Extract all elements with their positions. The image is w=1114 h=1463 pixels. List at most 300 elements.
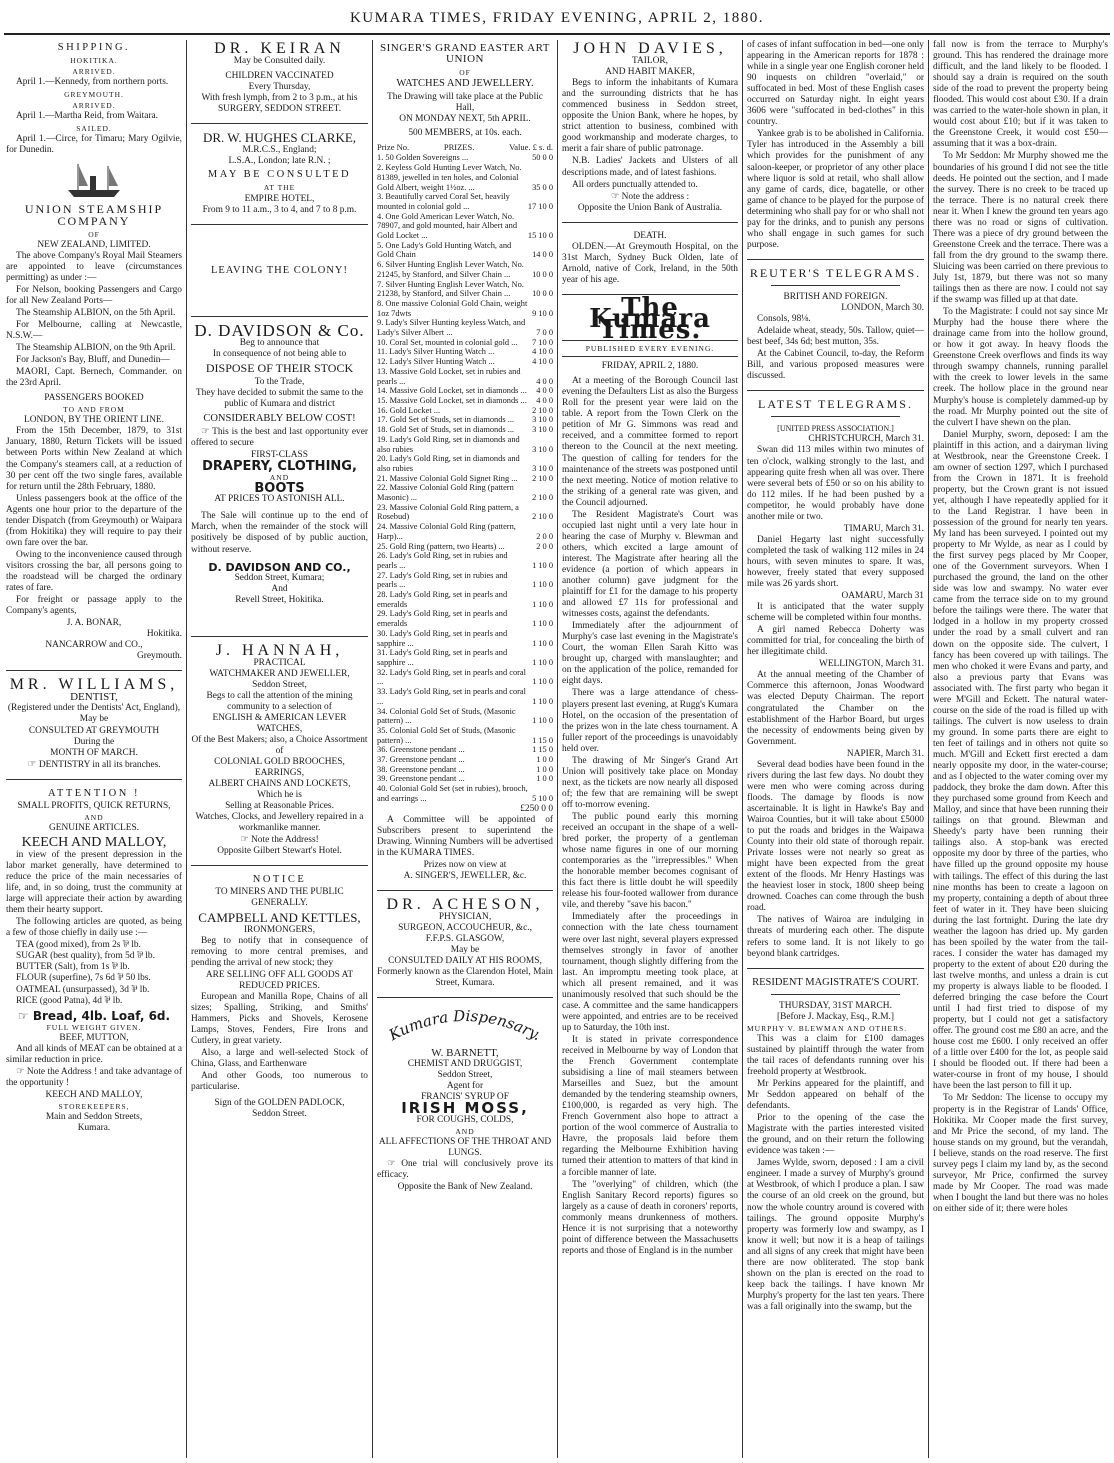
paragraph: Begs to inform the inhabitants of Kumara and the surrounding districts that he has commenced business in Seddon street, opposite the Union Bank, where he hopes, by strict attention to business, combined with good workmanship and moderate charges, to merit a fair share of public patronage.	[562, 78, 738, 155]
paragraph: It is anticipated that the water supply scheme will be completed within four months.	[747, 602, 924, 624]
price-list	[6, 940, 182, 1006]
note	[191, 835, 368, 846]
paragraph: At the Cabinet Council, to-day, the Reform Bill, and various proposed measures were discussed.	[747, 349, 924, 382]
text: Of the Best Makers; also, a Choice Assortment of	[191, 735, 368, 757]
prize-value: 10 0 0	[532, 289, 553, 299]
prize-description: 17. Gold Set of Studs, set in diamonds ...	[377, 415, 515, 425]
prize-value: 7 0 0	[536, 328, 553, 338]
text: May be	[79, 714, 109, 725]
prize-description: 26. Lady's Gold Ring, set in rubies and pearls ...	[377, 551, 508, 570]
paragraph: At the annual meeting of the Chamber of Commerce this afternoon, Jonas Woodward was elected Deputy Chairman. The report congratulated the Chamber on the establishment of the Harbor Board, but urges the necessity of endowments being given by Government.	[747, 670, 924, 747]
text: Prizes now on view at	[423, 859, 507, 870]
port-heading: HOKITIKA.	[70, 56, 118, 66]
acheson-heading: DR. ACHESON,	[386, 895, 544, 913]
dentist-heading: MR. WILLIAMS,	[9, 676, 179, 694]
company-heading: UNION STEAMSHIP COMPANY	[24, 202, 164, 228]
paragraph: For Melbourne, calling at Newcastle, N.S.W.—	[6, 319, 182, 341]
prize-description: 7. Silver Hunting English Lever Watch, No. 21238, by Stanford, and Silver Chain ...	[377, 279, 524, 299]
bread-text: Bread, 4lb. Loaf, 6d.	[32, 1008, 171, 1023]
column-6	[933, 40, 1108, 1458]
prize-description: 35. Colonial Gold Set of Studs, (Masonic pattern) ...	[377, 725, 516, 745]
column-2	[191, 40, 368, 1458]
prize-description: 36. Greenstone pendant ...	[377, 745, 465, 755]
text: Kumara.	[77, 1123, 111, 1134]
prize-value: 1 10 0	[532, 657, 553, 667]
prize-row	[377, 483, 553, 502]
text: CONSULTED DAILY AT HIS ROOMS,	[388, 956, 542, 967]
prize-description: 13. Massive Gold Locket, set in rubies and pearls ...	[377, 366, 521, 386]
text: SMALL PROFITS, QUICK RETURNS,	[17, 800, 171, 811]
dateline: OAMARU, March 31	[841, 591, 924, 602]
paragraph: A Committee will be appointed of Subscribers present to superintend the Drawing. Winning Numbers will be advertised in the KUMARA TIMES.	[377, 814, 553, 858]
note-text: Note the address :	[621, 191, 690, 202]
prize-row	[377, 755, 553, 765]
prize-row	[377, 522, 553, 541]
prize-value: 2 0 0	[536, 531, 553, 541]
divider	[6, 670, 182, 671]
divider	[747, 259, 924, 260]
paragraph: Adelaide wheat, steady, 50s. Tallow, quiet—best beef, 34s 6d; best mutton, 35s.	[747, 326, 924, 348]
subheading: PASSENGERS BOOKED	[44, 393, 144, 404]
dateline: LONDON, March 30.	[841, 302, 924, 313]
prize-value: 2 0 0	[536, 541, 553, 551]
text: Opposite the Bank of New Zealand.	[397, 1181, 533, 1192]
prize-row	[377, 590, 553, 609]
pointing-hand-icon: ☞	[17, 1008, 33, 1023]
paragraph: For Nelson, booking Passengers and Cargo for all New Zealand Ports—	[6, 284, 182, 306]
text: ALBERT CHAINS AND LOCKETS,	[208, 779, 351, 790]
text: During the	[73, 736, 115, 747]
prize-value: 3 10 0	[532, 444, 553, 454]
prize-row	[377, 347, 553, 357]
text: Seddon Street, Kumara;	[234, 572, 325, 583]
agent-name: J. A. BONAR,	[66, 618, 122, 629]
prize-description: 2. Keyless Gold Hunting Lever Watch, No. 81389, jewelled in ten holes, and Colonial Gold Albert, weight 1½oz. ...	[377, 163, 522, 192]
prize-row	[377, 415, 553, 425]
paragraph: Consols, 98⅛.	[757, 314, 811, 325]
text: EMPIRE HOTEL,	[244, 193, 315, 204]
prize-value: 4 10 0	[532, 347, 553, 357]
note-text: This is the best and last opportunity ever offered to secure	[191, 427, 368, 449]
paragraph: European and Manilla Rope, Chains of all sizes; Spalling, Striking, and Smiths' Hammers, Picks and Shovels, Kerosene Lamps, Stoves, Fenders, Fire Irons and Cutlery, in great variety.	[191, 992, 368, 1047]
prize-value: 4 10 0	[532, 357, 553, 367]
paragraph: Immediately after the adjournment of Murphy's case last evening in the Magistrate's Court, the woman Ellen Sarah Kitto was brought up, charged with manslaughter; and on the application of the police, remanded for eight days.	[562, 621, 738, 687]
prize-description: 12. Lady's Silver Hunting Watch ...	[377, 357, 495, 367]
text: Revell Street, Hokitika.	[235, 594, 324, 605]
text: And	[271, 583, 288, 594]
column-divider	[372, 40, 373, 1458]
paragraph: The natives of Wairoa are indulging in threats of murdering each other. The dispute refers to some land. It is not likely to go beyond blank cartridges.	[747, 915, 924, 959]
price-item: OATMEAL (unsurpassed), 3d ⅌ lb.	[16, 984, 150, 995]
prize-row	[377, 503, 553, 522]
text: PUBLISHED EVERY EVENING.	[585, 344, 715, 354]
prize-value: 9 10 0	[532, 308, 553, 318]
text: WATCHMAKER AND JEWELLER,	[209, 668, 350, 679]
prize-value: 15 10 0	[527, 231, 553, 241]
prize-row	[377, 551, 553, 570]
paragraph: The Steamship ALBION, on the 5th April.	[16, 307, 176, 318]
text: Seddon Street,	[252, 679, 307, 690]
paragraph: The Resident Magistrate's Court was occupied last night until a very late hour in hearing the case of Murphy v. Blewman and others, which excited a large amount of interest. The Magistrate after hearing all the evidence (a portion of which appears in another column) gave judgment for the plaintiff for £1 for the damage to his property and allowed £7 11s for professional and witnesses costs, against the defendants.	[562, 509, 738, 620]
prize-row	[377, 648, 553, 667]
text: Begs to call the attention of the mining community to a selection of	[206, 690, 353, 712]
price-item: SUGAR (best quality), from 5d ⅌ lb.	[16, 951, 155, 962]
paragraph: And other Goods, too numerous to particularise.	[191, 1071, 368, 1093]
prize-description: 37. Greenstone pendant ...	[377, 755, 465, 765]
paragraph: OLDEN.—At Greymouth Hospital, on the 31st March, Sydney Buck Olden, late of Arnold, native of Cork, Ireland, in the 50th year of his age.	[562, 241, 738, 285]
prize-value: 1 10 0	[532, 677, 553, 687]
prize-value: 1 10 0	[532, 580, 553, 590]
pointing-hand-icon: ☞	[387, 1158, 402, 1169]
paragraph: The public pound early this morning received an occupant in the shape of a well-bred porker, the property of a gentleman whose name figures in one of our morning contemporaries as the "irrepressibles." When the honorable member becomes cognisant of this fact there is little doubt he will speedily release his four-footed wallower from durance vile, and thereby "save his bacon."	[562, 812, 738, 911]
keiran-heading: DR. KEIRAN	[214, 40, 345, 57]
text: TO MINERS AND THE PUBLIC GENERALLY.	[215, 886, 344, 908]
text: [UNITED PRESS ASSOCIATION.]	[777, 424, 894, 434]
paragraph: The above Company's Royal Mail Steamers are appointed to leave (circumstances permitting) as under :—	[6, 250, 182, 283]
text: CONSIDERABLY BELOW COST!	[203, 412, 356, 424]
prize-description: 1. 50 Golden Sovereigns ...	[377, 153, 469, 163]
prize-description: 20. Lady's Gold Ring, set in diamonds and also rubies	[377, 454, 520, 473]
prize-value: 4 0 0	[536, 376, 553, 386]
text: STOREKEEPERS,	[58, 1101, 130, 1111]
text: OF	[88, 229, 100, 239]
column-divider	[742, 40, 743, 1458]
note-text: One trial will conclusively prove its efficacy.	[377, 1158, 553, 1180]
paragraph: N.B. Ladies' Jackets and Ulsters of all descriptions made, and of latest fashions.	[562, 156, 738, 178]
prize-value: 10 0 0	[532, 269, 553, 279]
text: BOOTS	[254, 481, 305, 497]
signature: KEECH AND MALLOY,	[45, 1089, 143, 1100]
agent-place: Hokitika.	[146, 629, 182, 640]
text: AT PRICES TO ASTONISH ALL.	[214, 494, 345, 505]
leaving-heading: LEAVING THE COLONY!	[210, 264, 349, 276]
divider	[747, 968, 924, 969]
paragraph: The Sale will continue up to the end of March, when the remainder of the stock will positively be disposed of by public auction, without reserve.	[191, 511, 368, 555]
prize-description: 15. Massive Gold Locket, set in diamonds ...	[377, 396, 527, 405]
text: Which he is	[257, 790, 302, 801]
shipping-entry: April 1.—Martha Reid, from Waitara.	[16, 111, 159, 122]
singer-heading: SINGER'S GRAND EASTER ART UNION	[380, 42, 550, 66]
paragraph: Unless passengers book at the office of the Agents one hour prior to the departure of the tender Dispatch (from Greymouth) or Waipara (from Hokitika) they will require to pay their own fare over the bar.	[6, 493, 182, 548]
notice-heading: NOTICE	[252, 873, 307, 885]
paragraph: Mr Perkins appeared for the plaintiff, and Mr Seddon appeared on behalf of the defendants.	[747, 1078, 924, 1112]
prize-value: 7 10 0	[532, 337, 553, 347]
prize-description: 9. Lady's Silver Hunting keyless Watch, and Lady's Silver Albert ...	[377, 318, 526, 338]
prize-row	[377, 396, 553, 406]
text: AND	[84, 812, 104, 822]
prize-row	[377, 386, 553, 396]
text: To the Trade,	[254, 376, 305, 387]
text: May be Consulted daily.	[233, 56, 326, 67]
prize-row	[377, 338, 553, 348]
paragraph: This was a claim for £100 damages sustained by plaintiff through the water from the tail races of defendants running over his freehold property at Westbrook.	[747, 1033, 924, 1077]
prize-row	[377, 707, 553, 726]
price-item: RICE (good Patna), 4d ⅌ lb.	[16, 995, 123, 1006]
prize-value: 4 0 0	[536, 386, 553, 396]
masthead-rule	[4, 33, 1110, 35]
note-text: Note the Address ! and take advantage of the opportunity !	[6, 1066, 182, 1088]
text: L.S.A., London; late R.N. ;	[228, 156, 331, 167]
paragraph: And all kinds of MEAT can be obtained at a similar reduction in price.	[6, 1043, 182, 1065]
clarke-heading: DR. W. HUGHES CLARKE,	[202, 130, 357, 146]
text: Beg to announce that	[239, 337, 320, 348]
paragraph: Daniel Murphy, sworn, deposed: I am the plaintiff in this action, and a dairyman living at Westbrook, near the Greenstone Creek. I am owner of section 1297, which I purchased from the Crown in 1871. It is freehold property, but the Crown grant is not issued yet, although I have repeatedly applied for it to the Land Registrar. I have been in possession of the ground for nearly ten years. My land has been surveyed. I pointed out my property to Mr Wylde, as near as I could by the first survey pegs placed by Mr Cooper, one of the Government surveyors. When I purchased the ground, the land on the other side was low and swampy. No water ever came from the terrace side on to my ground before the tailings were there. The water that lodged in a hollow in my property crossed under the road by a small culvert and ran down on the opposite side. The culvert, I fancy has been covered up with tailings. The men who choked it were Evans and party, and also a previous party that Evans was associated with. The first party who began it were M'Gill and Eckett. The natural water-course on the side of the road is filled up with tailings. The culvert is now useless to drain my ground. In some parts there are eight to ten feet of tailings and in others not quite so much. M'Gill and Eckett first erected a dam nearly opposite my door, in the water-course; and as I objected to the water coming over my paddock, they broke the dam down. After this they purchased some ground from Keech and Malloy, and since that have been running their tailings on that ground. Blewman and Sheedy's party have been running their tailings also. A stop-bank was erected opposite my door by three of the parties, who have filled up the ground opposite my house with tailings. The effect of this during the last nine months has been to create a lagoon on my property, containing a depth of about three feet of water in it. They have been sluicing during the last fortnight. During the late dry weather the lagoon has dried up. My garden has been spoiled by the water from the tail-races. I consider the water has damaged my property to the extent of about £20 during the last twelve months, and unless a drain is cut my property is always liable to be flooded. I deferred bringing the case before the Court until I had first tried to dispose of my property, but I could not get a satisfactory offer. The ground cost me £80 an acre, and the house cost me £600. I only received an offer of a little over £400 for the lot, as people said I should be flooded out. If there had been a water-course in front of my house, I should have been the last person to fill it up.	[933, 429, 1108, 1092]
prize-value: 1 10 0	[532, 638, 553, 648]
text: GENUINE ARTICLES.	[48, 822, 140, 833]
prize-value: 1 10 0	[532, 560, 553, 570]
paragraph: The Steamship ALBION, on the 9th April.	[16, 343, 176, 354]
prize-value: 17 10 0	[527, 201, 553, 211]
prize-description: 6. Silver Hunting English Lever Watch, No. 21245, by Stanford, and Silver Chain ...	[377, 260, 524, 279]
divider	[562, 222, 738, 223]
shipping-heading: SHIPPING.	[57, 42, 131, 53]
prize-value: 50 0 0	[532, 153, 553, 163]
divider	[771, 416, 900, 417]
prize-value: 4 0 0	[536, 396, 553, 405]
paragraph: All orders punctually attended to.	[572, 179, 698, 190]
text: THURSDAY, 31ST MARCH.	[779, 1000, 892, 1011]
text: DISPOSE OF THEIR STOCK	[205, 360, 354, 375]
paragraph: Swan did 113 miles within two minutes of ten o'clock, walking strongly to the last, and appearing quite fresh when all was over. There were several bets of £50 or so on his ability to do 112 miles. If he had been pushed by a competitor, he would probably have done another mile or two.	[747, 445, 924, 522]
column-header: Value. £ s. d.	[509, 142, 553, 153]
bread-line	[6, 1008, 182, 1023]
text: FOR COUGHS, COLDS,	[416, 1114, 514, 1125]
text: SURGEON, ACCOUCHEUR, &c.,	[398, 922, 532, 933]
column-header: Prize No.	[377, 142, 410, 153]
text: IRISH MOSS,	[401, 1099, 529, 1118]
prize-value: 2 10 0	[532, 405, 553, 415]
prize-row	[377, 571, 553, 590]
reuter-heading: REUTER'S TELEGRAMS.	[749, 265, 922, 280]
prize-row	[377, 318, 553, 337]
column-4	[562, 40, 738, 1458]
text: CHILDREN VACCINATED	[225, 71, 334, 82]
column-5	[747, 40, 924, 1458]
prize-value: 1 0 0	[536, 774, 553, 784]
keech-heading: KEECH AND MALLOY,	[21, 834, 167, 850]
prize-row	[377, 474, 553, 484]
paragraph: A girl named Rebecca Doherty was committed for trial, for concealing the birth of her illegitimate child.	[747, 625, 924, 658]
text: Main and Seddon Streets,	[45, 1112, 143, 1123]
text: Seddon Street.	[252, 1108, 307, 1119]
prize-description: 27. Lady's Gold Ring, set in rubies and pearls ...	[377, 570, 508, 590]
prize-description: 40. Colonial Gold Set (set in rubies), brooch, and earrings ...	[377, 784, 528, 803]
text: FULL WEIGHT GIVEN.	[46, 1022, 142, 1032]
paragraph: There was a large attendance of chess-players present last evening, at Rugg's Kumara Hotel, on the occasion of the presentation of the prizes won in the late chess tournament. A fuller report of the proceedings is unavoidably held over.	[562, 688, 738, 754]
text: Watches, Clocks, and Jewellery repaired in a workmanlike manner.	[195, 812, 364, 834]
prize-description: 10. Coral Set, mounted in colonial gold ...	[377, 337, 518, 347]
text: TAILOR,	[632, 56, 668, 67]
prize-row	[377, 454, 553, 473]
paragraph: Daniel Hegarty last night successfully completed the task of walking 112 miles in 24 hours, with seven minutes to spare. It was, however, freely stated that every supposed mile was 26 yards short.	[747, 534, 924, 590]
note	[377, 1159, 553, 1181]
divider	[191, 224, 368, 225]
paragraph: MAORI, Capt. Bernech, Commander. on the 23rd April.	[6, 367, 182, 389]
prize-value: 3 10 0	[532, 425, 553, 435]
prize-description: 11. Lady's Silver Hunting Watch ...	[377, 347, 495, 357]
paragraph: To Mr Seddon: The license to occupy my property is in the Registrar of Lands' Office, Hokitika. Mr Cooper made the first survey, and Mr Price the second, of my land. The house stands on my ground, but the verandah, I believe, stands on the road reserve. The first survey pegs I claim my land by, as the second surveyor, Mr Price, confirmed the survey made by Mr Cooper. The road was made when I bought the land but there was no holes on either side of it; there were holes	[933, 1093, 1108, 1214]
text: Selling at Reasonable Prices.	[225, 801, 334, 812]
paragraph: in view of the present depression in the labor market generally, have determined to reduce the price of the main necessaries of life, and, in so doing, trust the community at large will appreciate their action by awarding them their hearty support.	[6, 849, 182, 916]
paragraph: The drawing of Mr Singer's Grand Art Union will positively take place on Monday next, as the tickets are now nearly all disposed of; the few that are remaining will be swept off to-morrow evening.	[562, 755, 738, 810]
paragraph: For Jackson's Bay, Bluff, and Dunedin—	[16, 355, 170, 366]
paragraph: To Mr Seddon: Mr Murphy showed me the boundaries of his ground I did not see the title deeds. He pointed out the section, and I made the survey. There is no creek to be traced up the terrace. There is no natural creek there near it. When I knew the ground ten years ago there was no road or signs of cultivation. There was a piece of dry ground between the Greenstone Creek and the terrace. There was a fall from the dry ground to the swamp there. Sluicing was been carried on there previous to July 1st, 1879, but there was not so many tailings then as there are now. I could not say if the swamp was filled up at that date.	[933, 151, 1108, 306]
court-heading: RESIDENT MAGISTRATE'S COURT.	[752, 976, 919, 988]
divider	[191, 636, 368, 637]
hannah-heading: J. HANNAH,	[215, 641, 344, 659]
text: TO AND FROM	[63, 405, 125, 415]
steamship-icon	[64, 160, 124, 200]
text: AND	[269, 473, 290, 483]
shipping-entry: April 1.—Circe, for Timaru; Mary Ogilvie, for Dunedin.	[6, 134, 182, 156]
prize-table-header	[377, 142, 553, 153]
text: M.R.C.S., England;	[242, 145, 317, 156]
divider	[562, 356, 738, 357]
prize-row	[377, 668, 553, 687]
prize-description: 28. Lady's Gold Ring, set in pearls and emeralds	[377, 590, 508, 609]
divider	[377, 997, 553, 998]
column-divider	[186, 40, 187, 1458]
prize-description: 25. Gold Ring (pattern, two Hearts) ...	[377, 541, 505, 551]
prize-value: 1 10 0	[532, 599, 553, 609]
prize-value: 1 0 0	[536, 764, 553, 774]
prize-row	[377, 726, 553, 745]
column-1	[6, 40, 182, 1458]
paragraph: From the 15th December, 1879, to 31st January, 1880, Return Tickets will be issued between Ports within New Zealand at which the Company's steamers call, at a reduction of 30 per cent off the two single fares, available for return until the 28th February, 1880.	[6, 426, 182, 492]
total: £250 0 0	[520, 803, 553, 814]
text: F.F.P.S. GLASGOW,	[425, 934, 505, 944]
text: With fresh lymph, from 2 to 3 p.m., at his	[201, 93, 358, 104]
prize-description: 18. Gold Set of Studs, set in diamonds ...	[377, 425, 515, 435]
text: BEEF, MUTTON,	[59, 1032, 129, 1043]
price-item: BUTTER (Salt), from 1s ⅌ lb.	[16, 962, 130, 973]
text: AT THE	[263, 183, 296, 193]
prize-row	[377, 542, 553, 552]
paragraph: For freight or passage apply to the Company's agents,	[6, 595, 182, 617]
text: Opposite the Union Bank of Australia.	[577, 202, 723, 213]
text: FIRST-CLASS	[251, 450, 308, 461]
paragraph: Yankee grab is to be abolished in California. Tyler has introduced in the Assembly a bill which provides for the punishment of any saloon-keeper, or proprietor of any other place where liquor is sold at retail, who shall allow any game of cards, dice, bagatelle, or other game of chance to be played for the purpose of determining who shall pay for or who shall not pay for the drinks, and to punish any persons who shall engage in such games for such purpose.	[747, 129, 924, 250]
text: IRONMONGERS,	[243, 924, 316, 935]
text: In consequence of not being able to	[212, 348, 347, 359]
prize-row	[377, 745, 553, 755]
prize-value: 5 10 0	[532, 793, 553, 803]
signature: D. DAVIDSON AND CO.,	[208, 560, 351, 574]
prize-value: 3 10 0	[532, 415, 553, 425]
prize-description: 38. Greenstone pendant ...	[377, 764, 465, 774]
text: Agent for	[446, 1081, 484, 1092]
sailed-label: SAILED.	[76, 124, 112, 134]
prize-description: 34. Colonial Gold Set of Studs, (Masonic pattern) ...	[377, 706, 516, 726]
prize-row	[377, 280, 553, 299]
prize-value: 2 10 0	[532, 512, 553, 522]
text: (Registered under the Dentists' Act, England),	[7, 703, 181, 714]
prize-row	[377, 357, 553, 367]
paragraph: Several dead bodies have been found in the rivers during the last few days. No doubt they were men who were coming across during floods. The damage by floods is now ascertainable. It is light in Hawke's Bay and Wairoa Counties, but it will take about £5000 to put the roads and bridges in the Waipawa County into their old state of thorough repair. Private losses were not nearly so great as might have been expected from the great extent of the floods. Mr Henry Hastings was the heaviest loser in stock, 1800 sheep being drowned. Coaches can come through the bush road.	[747, 759, 924, 914]
masthead-title: KUMARA TIMES, FRIDAY EVENING, APRIL 2, 1880.	[349, 10, 765, 26]
prize-description: 31. Lady's Gold Ring, set in pearls and sapphire ...	[377, 648, 508, 667]
prize-row	[377, 774, 553, 784]
divider	[191, 123, 368, 124]
masthead	[0, 0, 1114, 36]
divider	[377, 890, 553, 891]
column-divider	[928, 40, 929, 1458]
prize-description: 29. Lady's Gold Ring, set in pearls and emeralds	[377, 609, 508, 629]
paragraph: Prior to the opening of the case the Magistrate with the parties interested visited the ground, and on their return the following evidence was taken :—	[747, 1113, 924, 1157]
paragraph: It is stated in private correspondence received in Melbourne by way of London that the French Government contemplate subsidising a line of mail steamers between Marseilles and Suez, but the amount demanded by the tendering steamship owners, £100,000, is regarded as very high. The French Government also hope to attract a portion of the wool commerce of Australia to Havre, the proposals laid before them regarding the Melbourne Exhibition having turned their attention to matters of that kind in a forcible manner of late.	[562, 1034, 738, 1178]
paragraph: fall now is from the terrace to Murphy's ground. This has rendered the drainage more difficult, and the land likely to be flooded. I should say a drain is required on the south side of the road to prevent the property being flooded. This would cost about £30. If a drain was carried to the water-hole shown in plan, it would cost about £10; but if it was taken to the Greenstone Creek, it would cost £50—assuming that it was a box-drain.	[933, 40, 1108, 150]
prize-row	[377, 406, 553, 416]
text: The Drawing will take place at the Public Hall,	[387, 92, 543, 114]
column-divider	[557, 40, 558, 1458]
divider	[747, 390, 924, 391]
text: Seddon Street,	[437, 1070, 493, 1081]
pointing-hand-icon: ☞	[16, 1066, 27, 1077]
prize-row	[377, 629, 553, 648]
prize-value: 2 10 0	[532, 493, 553, 503]
prize-row	[377, 212, 553, 241]
paragraph: Owing to the inconvenience caused through visitors crossing the bar, all persons going to the roadstead will be charged the ordinary rates of fare.	[6, 549, 182, 594]
paragraph: At a meeting of the Borough Council last evening the Defaulters List as also the Burgess Roll for the present year were laid on the table. A report from the Town Clerk on the petition of Mr G. Simmons was read and received, and a committee formed to report thereon to the Council at the next meeting. The question of calling for tenders for the maintenance of the streets was postponed until the next meeting. Notice of motion relative to the striking of a general rate was given, and the Council adjourned.	[562, 376, 738, 508]
text: Every Thursday,	[248, 82, 311, 93]
prize-description: 22. Massive Colonial Gold Ring (pattern Masonic) ...	[377, 483, 514, 503]
price-item: TEA (good mixed), from 2s ⅌ lb.	[16, 940, 141, 951]
paragraph: James Wylde, sworn, deposed : I am a civil engineer. I made a survey of Murphy's ground at Westbrook, of which I produce a plan. I saw the course of an old creek on the ground, but now the whole country around is covered with tailings. The ground opposite Murphy's property was formerly low and swampy, as I know it well; but now it is a heap of tailings and all signs of any creek that might have been there are now obliterated. The stop bank shown on the plan is erected on the road to keep back the tailings. I have known Mr Murphy's property for the last ten years. There was a fall originally into the swamp, but the	[747, 1158, 924, 1312]
svg-text:Kumara Dispensary.: Kumara Dispensary.	[385, 1007, 545, 1045]
prize-row	[377, 192, 553, 211]
text: ARE SELLING OFF ALL GOODS AT REDUCED PRICES.	[205, 970, 354, 992]
subheading: DENTIST,	[70, 691, 118, 704]
latest-heading: LATEST TELEGRAMS.	[758, 397, 913, 412]
prize-row	[377, 765, 553, 775]
text: May be	[450, 945, 480, 956]
paragraph: Also, a large and well-selected Stock of China, Glass, and Earthenware	[191, 1048, 368, 1070]
note-text: Note the Address!	[251, 834, 319, 845]
paper-title: The Kumara Times.	[589, 292, 711, 346]
prize-row	[377, 435, 553, 454]
agent-name: NANCARROW and CO.,	[45, 640, 143, 651]
death-heading: DEATH.	[633, 230, 667, 241]
prize-list	[377, 153, 553, 803]
text: They have decided to submit the same to the public of Kumara and district	[195, 387, 364, 409]
price-item: FLOUR (superfine), 7s 6d ⅌ 50 lbs.	[16, 973, 151, 984]
text: Opposite Gilbert Stewart's Hotel.	[217, 845, 342, 856]
note-text: DENTISTRY in all its branches.	[38, 759, 161, 770]
attention-heading: ATTENTION !	[48, 787, 140, 799]
paragraph: Beg to notify that in consequence of removing to more central premises, and pending the arrival of new stock; they	[191, 935, 368, 968]
note	[6, 759, 182, 771]
text: BRITISH AND FOREIGN.	[783, 291, 888, 302]
prize-row	[377, 163, 553, 192]
paragraph: of cases of infant suffocation in bed—one only appearing in the American reports for 1878 : while in a single year one English coroner held 90 inquests on children "overlaid," or suffocated in bed. Most of these English cases occurred on Saturday night. In eight years 3606 were "suffocated in bed-clothes" in this country.	[747, 40, 924, 128]
divider	[6, 779, 182, 780]
prize-value: 3 10 0	[532, 463, 553, 473]
text: PRACTICAL	[253, 657, 306, 668]
text: OF	[459, 68, 471, 78]
text: PHYSICIAN,	[438, 911, 492, 922]
text: 500 MEMBERS, at 10s. each.	[408, 128, 522, 139]
prize-description: 4. One Gold American Lever Watch, No. 78907, and gold mounted, hair Albert and Gold Locket ...	[377, 211, 518, 241]
prize-description: 3. Beautifully carved Coral Set, heavily mounted in colonial gold ...	[377, 192, 510, 211]
pointing-hand-icon: ☞	[201, 427, 213, 438]
text: MAY BE CONSULTED	[207, 169, 352, 181]
prize-row	[377, 687, 553, 706]
dateline: TIMARU, March 31.	[843, 523, 924, 534]
text: Formerly known as the Clarendon Hotel, Main Street, Kumara.	[377, 967, 553, 989]
prize-row	[377, 367, 553, 386]
prize-description: 39. Greenstone pendant ...	[377, 774, 465, 784]
text: CONSULTED AT GREYMOUTH	[28, 725, 160, 736]
